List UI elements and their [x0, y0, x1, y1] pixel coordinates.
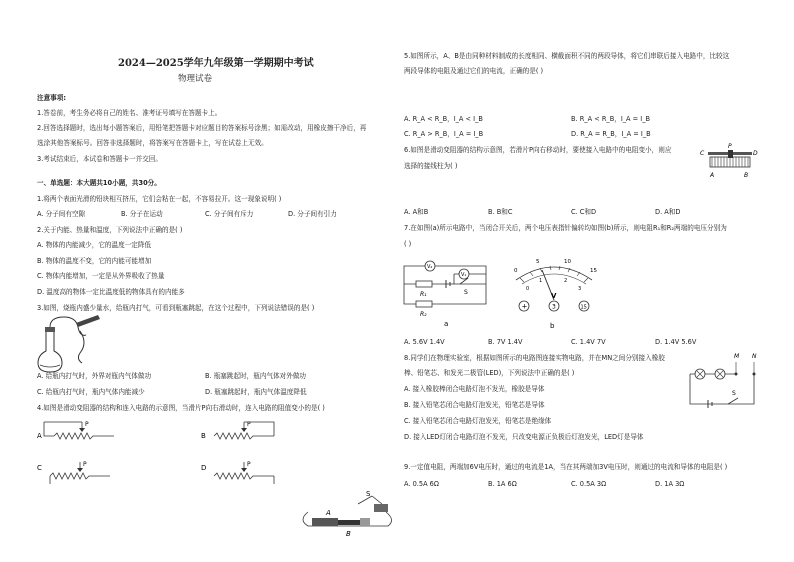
q6-option-c[interactable]: C. C和D [571, 208, 597, 216]
exam-subtitle: 物理试卷 [178, 74, 213, 84]
q4-rheostat-d [200, 458, 280, 488]
svg-text:P: P [83, 461, 87, 468]
q9-option-a[interactable]: A. 0.5A 6Ω [404, 480, 439, 488]
q9-stem: 9.一定值电阻，两端加6V电压时，通过的电流是1A，当在其两端加3V电压时，则通过的电流和导体的电阻是( ) [404, 463, 728, 471]
q9-option-d[interactable]: D. 1A 3Ω [655, 480, 685, 488]
svg-text:0: 0 [514, 268, 518, 274]
notice-item: 1.答卷前，考生务必将自己的姓名、准考证号填写在答题卡上。 [37, 109, 222, 117]
q9-option-b[interactable]: B. 1A 6Ω [488, 480, 517, 488]
q6-option-a[interactable]: A. A和B [404, 208, 429, 216]
svg-text:3: 3 [552, 303, 556, 311]
svg-text:+: + [521, 302, 528, 311]
svg-text:2: 2 [564, 278, 568, 284]
notice-item: 2.回答选择题时，选出每小题答案后，用铅笔把答题卡对应题目的答案标号涂黑；如需改动，用橡皮擦干净后，再 [37, 124, 367, 132]
q6-rheostat-figure [700, 142, 760, 182]
q7-option-b[interactable]: B. 7V 1.4V [488, 338, 523, 346]
svg-text:1: 1 [539, 278, 543, 284]
svg-text:B: B [744, 172, 749, 179]
q3-option-c[interactable]: C. 给瓶内打气时，瓶内气体内能减少 [37, 388, 145, 396]
svg-text:R₁: R₁ [420, 291, 427, 298]
svg-text:P: P [85, 421, 89, 428]
svg-text:S: S [464, 289, 468, 296]
q9-option-c[interactable]: C. 0.5A 3Ω [571, 480, 607, 488]
svg-text:b: b [550, 322, 555, 330]
q2-option-a[interactable]: A. 物体的内能减少，它的温度一定降低 [37, 241, 152, 249]
svg-text:P: P [728, 143, 732, 150]
svg-text:N: N [752, 353, 757, 360]
q5-stem-line: 两段导体的电阻及通过它们的电流，正确的是( ) [404, 67, 544, 75]
q6-option-d[interactable]: D. A和D [655, 208, 681, 216]
q8-stem-line: 棒、铅笔芯、和发光二极管(LED)，下列说法中正确的是( ) [404, 369, 575, 377]
svg-text:C: C [37, 464, 42, 472]
q2-stem: 2.关于内能、热量和温度，下列说法中正确的是( ) [37, 226, 183, 234]
q1-option-a[interactable]: A. 分子间有空隙 [37, 210, 86, 218]
q8-option-d[interactable]: D. 接入LED灯闭合电路灯泡不发光，只改变电源正负极后灯泡发光，LED灯是导体 [404, 433, 644, 441]
svg-text:P: P [247, 461, 251, 468]
q6-option-b[interactable]: B. B和C [488, 208, 513, 216]
q8-option-c[interactable]: C. 接入铅笔芯闭合电路灯泡发光，铅笔芯是绝缘体 [404, 417, 552, 425]
q5-option-c[interactable]: C. R_A > R_B，I_A = I_B [404, 130, 484, 138]
q2-option-c[interactable]: C. 物体内能增加，一定是从外界吸收了热量 [37, 272, 165, 280]
q7-option-c[interactable]: C. 1.4V 7V [571, 338, 606, 346]
svg-text:V₂: V₂ [427, 264, 433, 270]
svg-text:C: C [700, 150, 705, 157]
q2-option-b[interactable]: B. 物体的温度不变，它的内能可能增加 [37, 257, 152, 265]
q6-stem-line: 选择的接线柱为( ) [404, 162, 458, 170]
q4-rheostat-b [200, 418, 280, 448]
svg-text:R₂: R₂ [420, 311, 427, 318]
q7-option-a[interactable]: A. 5.6V 1.4V [404, 338, 445, 346]
q4-stem: 4.如图是滑动变阻器的结构和连入电路的示意图，当滑片P向右滑动时，连入电路的阻值变小的是( ) [37, 404, 325, 412]
svg-text:B: B [346, 530, 351, 538]
q5-option-d[interactable]: D. R_A = R_B，I_A = I_B [571, 130, 651, 138]
q1-option-c[interactable]: C. 分子间有斥力 [205, 210, 254, 218]
q1-option-d[interactable]: D. 分子间有引力 [288, 210, 337, 218]
notice-item: 3.考试结束后，本试卷和答题卡一并交回。 [37, 155, 162, 163]
q3-stem: 3.如图，烧瓶内盛少量水，给瓶内打气，可看到瓶塞跳起，在这个过程中，下列说法错误的是( ) [37, 304, 315, 312]
svg-text:S: S [366, 490, 371, 498]
svg-text:B: B [201, 432, 206, 440]
q6-stem-line: 6.如图是滑动变阻器的结构示意图，若滑片P向右移动时，要使接入电路中的电阻变小，则应 [404, 146, 672, 154]
q8-circuit-figure [684, 350, 764, 410]
q4-rheostat-a [36, 418, 116, 448]
q7-stem-line: 7.在如图(a)所示电路中，当闭合开关后，两个电压表指针偏转均如图(b)所示，则电阻R₁和R₂两端的电压分别为 [404, 224, 727, 232]
svg-text:5: 5 [536, 259, 540, 265]
q1-stem: 1.将两个表面光滑的铅块相互挤压，它们会粘在一起，不容易拉开。这一现象说明( ) [37, 195, 282, 203]
svg-text:D: D [753, 150, 758, 157]
q5-option-a[interactable]: A. R_A < R_B，I_A < I_B [404, 115, 483, 123]
svg-text:A: A [37, 432, 42, 440]
svg-text:D: D [201, 464, 207, 472]
q7-circuit-a [402, 256, 492, 328]
notice-item: 选涂其他答案标号。回答非选择题时，将答案写在答题卡上，写在试卷上无效。 [37, 139, 268, 147]
svg-text:15: 15 [580, 304, 587, 311]
svg-text:0: 0 [526, 286, 530, 292]
exam-title: 2024—2025学年九年级第一学期期中考试 [118, 58, 314, 69]
q5-stem-line: 5.如图所示，A、B是由同种材料制成的长度相同、横截面积不同的两段导体，将它们串联后接入电路中，比较这 [404, 52, 730, 60]
svg-text:15: 15 [590, 268, 597, 274]
notice-heading: 注意事项: [37, 94, 67, 102]
section-heading: 一、单选题：本大题共10小题，共30分。 [37, 179, 161, 187]
svg-text:P: P [247, 421, 251, 428]
q8-stem-line: 8.同学们在物理实验室，根据如图所示的电路图连接实物电路，并在MN之间分别接入橡胶 [404, 354, 665, 362]
q3-option-a[interactable]: A. 给瓶内打气时，外界对瓶内气体做功 [37, 372, 152, 380]
svg-text:10: 10 [564, 259, 571, 265]
q2-option-d[interactable]: D. 温度高的物体一定比温度低的物体具有的内能多 [37, 288, 185, 296]
q4-rheostat-c [36, 458, 116, 488]
q7-stem-line: ( ) [404, 240, 412, 248]
q5-conductor-figure [298, 490, 398, 540]
svg-text:V: V [551, 292, 557, 300]
svg-text:3: 3 [578, 286, 582, 292]
q7-voltmeter-b [506, 254, 602, 330]
svg-text:A: A [326, 509, 331, 517]
q3-option-b[interactable]: B. 瓶塞跳起时，瓶内气体对外做功 [205, 372, 307, 380]
q8-option-a[interactable]: A. 接入橡胶棒闭合电路灯泡不发光，橡胶是导体 [404, 385, 545, 393]
svg-text:S: S [732, 390, 736, 397]
svg-text:M: M [734, 353, 740, 360]
q7-option-d[interactable]: D. 1.4V 5.6V [655, 338, 697, 346]
svg-text:a: a [444, 320, 449, 328]
svg-text:A: A [710, 172, 715, 179]
q5-option-b[interactable]: B. R_A < R_B，I_A = I_B [571, 115, 651, 123]
q8-option-b[interactable]: B. 接入铅笔芯闭合电路灯泡发光，铅笔芯是导体 [404, 401, 545, 409]
q3-flask-figure [36, 313, 106, 373]
svg-text:V₁: V₁ [461, 272, 467, 278]
q1-option-b[interactable]: B. 分子在运动 [121, 210, 163, 218]
q3-option-d[interactable]: D. 瓶塞跳起时，瓶内气体温度降低 [205, 388, 307, 396]
